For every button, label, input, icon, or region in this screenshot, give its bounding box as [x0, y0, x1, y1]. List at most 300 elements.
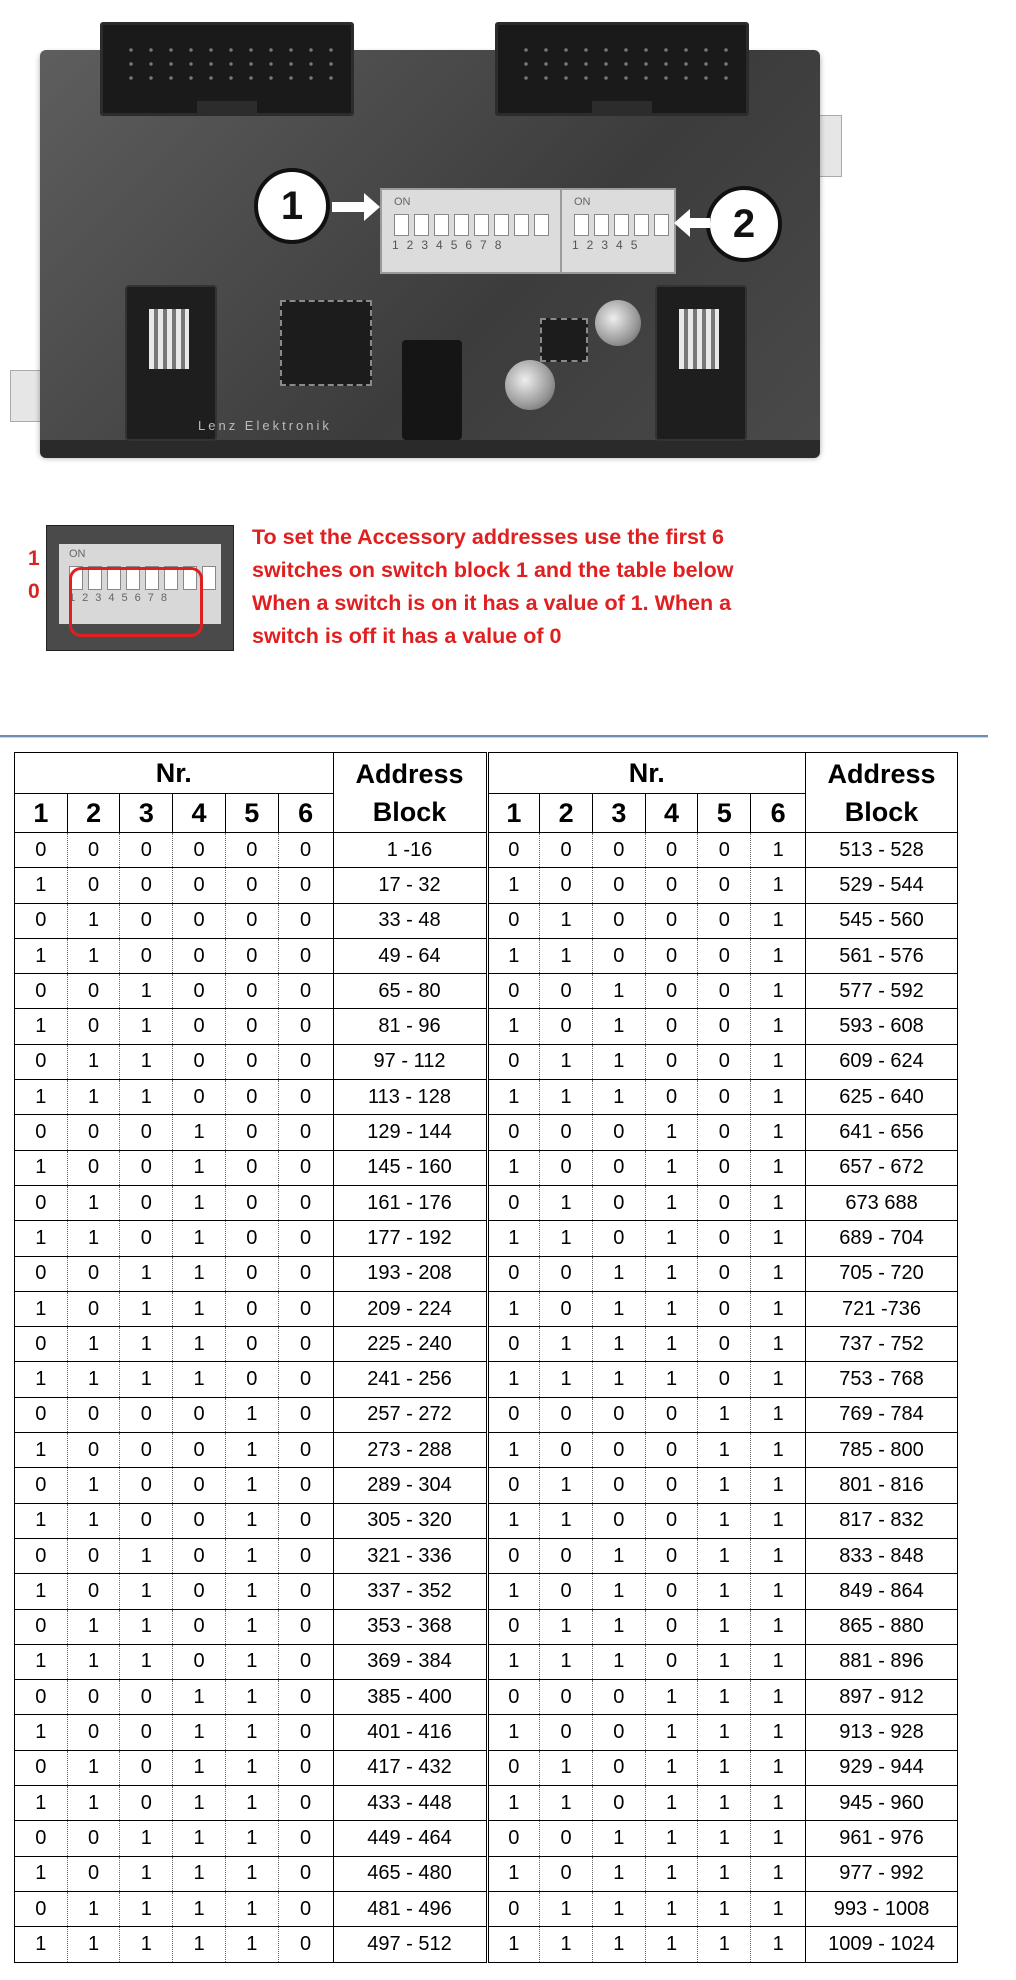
- table-row: [15, 1433, 958, 1468]
- switch-value: 1: [751, 1221, 806, 1256]
- address-block: 65 - 80: [333, 974, 487, 1009]
- instruction-line: switches on switch block 1 and the table below: [252, 558, 734, 582]
- switch-value: 1: [540, 938, 593, 973]
- switch-value: 0: [225, 974, 278, 1009]
- switch-value: 0: [120, 868, 173, 903]
- switch-value: 1: [751, 1327, 806, 1362]
- dip2-numbers: 12345: [572, 238, 646, 252]
- switch-value: 1: [67, 1044, 120, 1079]
- switch-value: 1: [67, 1891, 120, 1926]
- address-block: 433 - 448: [333, 1786, 487, 1821]
- switch-value: 1: [120, 1362, 173, 1397]
- switch-value: 0: [487, 1821, 540, 1856]
- address-header-right: [806, 753, 958, 833]
- switch-value: 1: [487, 1150, 540, 1185]
- switch-value: 0: [225, 1291, 278, 1326]
- switch-value: 1: [173, 1150, 226, 1185]
- switch-value: 1: [645, 1821, 698, 1856]
- switch-value: 0: [15, 1115, 68, 1150]
- address-block: 33 - 48: [333, 903, 487, 938]
- switch-value: 0: [278, 903, 333, 938]
- callout-2: 2: [706, 186, 782, 262]
- inset-label-off: 0: [28, 580, 40, 603]
- switch-value: 1: [225, 1433, 278, 1468]
- switch-value: 1: [592, 1362, 645, 1397]
- table-row: [15, 1185, 958, 1220]
- switch-value: 1: [487, 1009, 540, 1044]
- switch-value: 1: [592, 1327, 645, 1362]
- switch-value: 1: [751, 1009, 806, 1044]
- switch-value: 0: [698, 974, 751, 1009]
- switch-value: 1: [592, 1009, 645, 1044]
- switch-value: 1: [120, 1080, 173, 1115]
- switch-value: 0: [67, 1256, 120, 1291]
- switch-value: 1: [698, 1538, 751, 1573]
- switch-value: 1: [67, 1080, 120, 1115]
- switch-value: 1: [120, 1821, 173, 1856]
- switch-value: 1: [173, 1327, 226, 1362]
- address-block: 737 - 752: [806, 1327, 958, 1362]
- switch-value: 0: [15, 1044, 68, 1079]
- switch-value: 1: [751, 1680, 806, 1715]
- address-block: 273 - 288: [333, 1433, 487, 1468]
- switch-header: 5: [698, 794, 751, 833]
- address-block: 865 - 880: [806, 1609, 958, 1644]
- table-row: [15, 1291, 958, 1326]
- inset-on-label: ON: [69, 548, 86, 560]
- switch-value: 0: [225, 1185, 278, 1220]
- nr-header-left: Nr.: [15, 753, 334, 794]
- switch-value: 1: [173, 1185, 226, 1220]
- switch-value: 1: [751, 1715, 806, 1750]
- switch-value: 0: [278, 868, 333, 903]
- instruction-line: switch is off it has a value of 0: [252, 624, 562, 648]
- switch-value: 1: [592, 1574, 645, 1609]
- switch-value: 0: [278, 1786, 333, 1821]
- switch-value: 0: [173, 1609, 226, 1644]
- switch-value: 0: [645, 974, 698, 1009]
- switch-value: 1: [698, 1786, 751, 1821]
- switch-value: 1: [540, 1327, 593, 1362]
- address-header-line2: Block: [372, 796, 447, 827]
- switch-value: 0: [67, 1680, 120, 1715]
- table-row: [15, 974, 958, 1009]
- address-block: 785 - 800: [806, 1433, 958, 1468]
- switch-value: 1: [173, 1750, 226, 1785]
- switch-value: 1: [487, 1080, 540, 1115]
- switch-value: 0: [225, 1009, 278, 1044]
- switch-value: 0: [487, 1538, 540, 1573]
- address-header-left: [333, 753, 487, 833]
- switch-value: 0: [120, 1115, 173, 1150]
- table-row: [15, 1680, 958, 1715]
- switch-header: 2: [67, 794, 120, 833]
- switch-value: 0: [67, 1821, 120, 1856]
- switch-value: 0: [540, 974, 593, 1009]
- address-block: 385 - 400: [333, 1680, 487, 1715]
- switch-value: 0: [15, 903, 68, 938]
- switch-value: 0: [540, 1680, 593, 1715]
- switch-value: 1: [120, 1291, 173, 1326]
- switch-value: 0: [540, 1538, 593, 1573]
- switch-value: 1: [15, 868, 68, 903]
- switch-value: 0: [278, 1044, 333, 1079]
- switch-value: 0: [15, 1397, 68, 1432]
- switch-value: 0: [67, 1115, 120, 1150]
- table-row: [15, 833, 958, 868]
- address-block: 369 - 384: [333, 1644, 487, 1679]
- switch-value: 1: [540, 1221, 593, 1256]
- switch-value: 1: [645, 1115, 698, 1150]
- microcontroller-chip: [280, 300, 372, 386]
- switch-value: 0: [592, 1503, 645, 1538]
- table-row: [15, 1362, 958, 1397]
- switch-value: 0: [645, 1397, 698, 1432]
- address-block: 881 - 896: [806, 1644, 958, 1679]
- switch-value: 1: [751, 1150, 806, 1185]
- address-block: 401 - 416: [333, 1715, 487, 1750]
- table-row: [15, 1750, 958, 1785]
- switch-value: 0: [487, 974, 540, 1009]
- switch-value: 1: [67, 903, 120, 938]
- switch-value: 0: [15, 1821, 68, 1856]
- switch-value: 0: [540, 1291, 593, 1326]
- switch-value: 1: [120, 1327, 173, 1362]
- switch-value: 0: [278, 1891, 333, 1926]
- switch-value: 0: [698, 903, 751, 938]
- address-block: 417 - 432: [333, 1750, 487, 1785]
- switch-value: 1: [645, 1185, 698, 1220]
- switch-value: 0: [278, 1503, 333, 1538]
- switch-value: 0: [173, 1538, 226, 1573]
- switch-value: 1: [120, 1609, 173, 1644]
- address-block: 49 - 64: [333, 938, 487, 973]
- switch-value: 0: [645, 903, 698, 938]
- switch-value: 0: [67, 1574, 120, 1609]
- switch-value: 1: [487, 1433, 540, 1468]
- switch-value: 0: [67, 1715, 120, 1750]
- switch-value: 0: [540, 1821, 593, 1856]
- switch-value: 0: [173, 1044, 226, 1079]
- switch-value: 0: [698, 868, 751, 903]
- switch-value: 0: [15, 1891, 68, 1926]
- address-block: 753 - 768: [806, 1362, 958, 1397]
- switch-header: 4: [173, 794, 226, 833]
- switch-value: 0: [698, 1009, 751, 1044]
- switch-value: 0: [120, 833, 173, 868]
- switch-value: 1: [645, 1927, 698, 1962]
- switch-value: 0: [278, 1433, 333, 1468]
- switch-value: 1: [645, 1891, 698, 1926]
- switch-value: 0: [225, 1221, 278, 1256]
- switch-value: 0: [592, 903, 645, 938]
- switch-value: 0: [278, 1256, 333, 1291]
- switch-value: 0: [120, 1715, 173, 1750]
- switch-value: 0: [173, 938, 226, 973]
- switch-value: 1: [225, 1468, 278, 1503]
- pcb-photo: [10, 0, 810, 470]
- switch-value: 0: [645, 833, 698, 868]
- address-block: 801 - 816: [806, 1468, 958, 1503]
- switch-value: 0: [540, 1009, 593, 1044]
- switch-value: 0: [592, 1786, 645, 1821]
- switch-value: 1: [592, 1080, 645, 1115]
- switch-value: 1: [540, 1185, 593, 1220]
- dip-switch-inset: [46, 525, 234, 651]
- ribbon-connector-left: [100, 22, 354, 116]
- capacitor-2: [595, 300, 641, 346]
- switch-value: 1: [592, 1044, 645, 1079]
- switch-value: 0: [645, 1644, 698, 1679]
- switch-value: 0: [278, 1574, 333, 1609]
- switch-value: 0: [225, 1080, 278, 1115]
- switch-value: 0: [225, 1362, 278, 1397]
- switch-value: 0: [120, 1503, 173, 1538]
- switch-value: 1: [645, 1786, 698, 1821]
- address-block: 593 - 608: [806, 1009, 958, 1044]
- switch-value: 0: [592, 868, 645, 903]
- switch-header: 5: [225, 794, 278, 833]
- switch-value: 0: [278, 1538, 333, 1573]
- switch-value: 0: [120, 1185, 173, 1220]
- switch-value: 0: [487, 1891, 540, 1926]
- switch-value: 0: [225, 938, 278, 973]
- switch-value: 1: [225, 1397, 278, 1432]
- board-edge: [40, 440, 820, 458]
- switch-value: 0: [225, 1256, 278, 1291]
- address-block: 721 -736: [806, 1291, 958, 1326]
- switch-value: 1: [67, 1503, 120, 1538]
- address-block: 689 - 704: [806, 1221, 958, 1256]
- switch-value: 1: [15, 1080, 68, 1115]
- table-row: [15, 1644, 958, 1679]
- switch-value: 0: [645, 868, 698, 903]
- arrow-left-icon: [688, 218, 710, 228]
- switch-value: 0: [540, 833, 593, 868]
- address-block: 625 - 640: [806, 1080, 958, 1115]
- table-row: [15, 1927, 958, 1962]
- switch-value: 0: [278, 1362, 333, 1397]
- switch-value: 1: [487, 1291, 540, 1326]
- switch-value: 0: [278, 974, 333, 1009]
- table-row: [15, 938, 958, 973]
- switch-value: 1: [173, 1856, 226, 1891]
- switch-value: 1: [751, 1644, 806, 1679]
- switch-value: 0: [592, 938, 645, 973]
- address-block: 465 - 480: [333, 1856, 487, 1891]
- switch-value: 0: [15, 833, 68, 868]
- switch-value: 0: [173, 833, 226, 868]
- address-block: 113 - 128: [333, 1080, 487, 1115]
- dip1-numbers: 12345678: [392, 238, 510, 252]
- switch-value: 1: [15, 1856, 68, 1891]
- switch-value: 1: [15, 1150, 68, 1185]
- switch-value: 1: [67, 1644, 120, 1679]
- switch-value: 1: [120, 1256, 173, 1291]
- switch-value: 1: [67, 1609, 120, 1644]
- switch-value: 1: [225, 1856, 278, 1891]
- address-block: 1009 - 1024: [806, 1927, 958, 1962]
- switch-value: 1: [15, 1715, 68, 1750]
- switch-value: 1: [592, 1644, 645, 1679]
- switch-value: 0: [278, 1291, 333, 1326]
- switch-value: 1: [540, 1080, 593, 1115]
- address-block: 657 - 672: [806, 1150, 958, 1185]
- switch-value: 1: [15, 1009, 68, 1044]
- instruction-line: To set the Accessory addresses use the first 6: [252, 525, 725, 549]
- switch-value: 0: [120, 1750, 173, 1785]
- switch-value: 0: [540, 1397, 593, 1432]
- switch-header: 4: [645, 794, 698, 833]
- instruction-line: When a switch is on it has a value of 1. When a: [252, 591, 732, 615]
- address-block: 321 - 336: [333, 1538, 487, 1573]
- switch-value: 0: [278, 1856, 333, 1891]
- switch-value: 0: [540, 1433, 593, 1468]
- switch-value: 1: [540, 1644, 593, 1679]
- table-row: [15, 868, 958, 903]
- switch-value: 1: [15, 1291, 68, 1326]
- switch-value: 0: [278, 1680, 333, 1715]
- switch-value: 0: [15, 1538, 68, 1573]
- switch-value: 1: [698, 1468, 751, 1503]
- switch-value: 1: [120, 1574, 173, 1609]
- switch-value: 0: [487, 1185, 540, 1220]
- inset-numbers: 12345678: [69, 592, 174, 604]
- switch-value: 0: [15, 1256, 68, 1291]
- switch-value: 0: [278, 938, 333, 973]
- switch-value: 1: [751, 903, 806, 938]
- address-block: 289 - 304: [333, 1468, 487, 1503]
- switch-header: 6: [751, 794, 806, 833]
- inset-label-on: 1: [28, 547, 40, 570]
- switch-value: 1: [698, 1750, 751, 1785]
- table-row: [15, 1468, 958, 1503]
- switch-value: 0: [278, 1468, 333, 1503]
- switch-value: 1: [592, 1256, 645, 1291]
- switch-value: 0: [225, 1044, 278, 1079]
- switch-value: 0: [67, 833, 120, 868]
- switch-value: 1: [751, 833, 806, 868]
- switch-value: 1: [173, 1715, 226, 1750]
- address-header-line1: Address: [355, 758, 464, 789]
- switch-value: 1: [225, 1680, 278, 1715]
- switch-value: 1: [67, 938, 120, 973]
- switch-value: 1: [225, 1503, 278, 1538]
- switch-value: 0: [225, 903, 278, 938]
- switch-value: 1: [120, 1891, 173, 1926]
- switch-value: 1: [540, 1609, 593, 1644]
- address-block: 353 - 368: [333, 1609, 487, 1644]
- switch-value: 0: [120, 1433, 173, 1468]
- switch-value: 1: [487, 1574, 540, 1609]
- switch-value: 1: [540, 1468, 593, 1503]
- switch-value: 0: [592, 1433, 645, 1468]
- address-block: 305 - 320: [333, 1503, 487, 1538]
- switch-value: 1: [751, 1291, 806, 1326]
- table-row: [15, 1256, 958, 1291]
- address-block: 225 - 240: [333, 1327, 487, 1362]
- switch-value: 1: [15, 938, 68, 973]
- switch-value: 0: [487, 1044, 540, 1079]
- table-row: [15, 1150, 958, 1185]
- switch-value: 0: [173, 1397, 226, 1432]
- address-block: 993 - 1008: [806, 1891, 958, 1926]
- switch-value: 1: [751, 1750, 806, 1785]
- table-row: [15, 1891, 958, 1926]
- switch-value: 0: [278, 1397, 333, 1432]
- switch-value: 1: [15, 1221, 68, 1256]
- switch-value: 0: [278, 1609, 333, 1644]
- switch-value: 1: [173, 1362, 226, 1397]
- address-block: 561 - 576: [806, 938, 958, 973]
- switch-value: 0: [592, 1715, 645, 1750]
- switch-value: 0: [487, 1609, 540, 1644]
- switch-value: 0: [592, 1115, 645, 1150]
- switch-value: 1: [592, 974, 645, 1009]
- switch-value: 1: [487, 1503, 540, 1538]
- switch-value: 0: [592, 1397, 645, 1432]
- address-block: 641 - 656: [806, 1115, 958, 1150]
- switch-value: 0: [698, 1221, 751, 1256]
- switch-value: 0: [67, 868, 120, 903]
- address-block: 961 - 976: [806, 1821, 958, 1856]
- address-block: 209 - 224: [333, 1291, 487, 1326]
- address-block: 913 - 928: [806, 1715, 958, 1750]
- switch-value: 1: [751, 1433, 806, 1468]
- address-block: 977 - 992: [806, 1856, 958, 1891]
- switch-value: 0: [698, 1327, 751, 1362]
- switch-value: 1: [487, 1362, 540, 1397]
- switch-value: 0: [698, 938, 751, 973]
- switch-value: 1: [751, 868, 806, 903]
- arrow-right-icon: [332, 202, 366, 212]
- switch-value: 1: [645, 1291, 698, 1326]
- switch-value: 1: [751, 1503, 806, 1538]
- table-row: [15, 1821, 958, 1856]
- switch-value: 0: [278, 1115, 333, 1150]
- table-row: [15, 1538, 958, 1573]
- switch-value: 0: [120, 1150, 173, 1185]
- address-block: 481 - 496: [333, 1891, 487, 1926]
- switch-value: 0: [540, 1715, 593, 1750]
- switch-value: 1: [751, 1468, 806, 1503]
- switch-value: 1: [751, 1891, 806, 1926]
- switch-value: 0: [67, 1009, 120, 1044]
- switch-value: 1: [751, 1786, 806, 1821]
- dip-switch-block-2: [560, 188, 676, 274]
- switch-value: 0: [15, 1680, 68, 1715]
- switch-value: 0: [592, 1150, 645, 1185]
- switch-value: 0: [645, 1468, 698, 1503]
- switch-value: 1: [751, 1574, 806, 1609]
- switch-value: 0: [698, 1362, 751, 1397]
- address-block: 673 688: [806, 1185, 958, 1220]
- switch-value: 1: [751, 1397, 806, 1432]
- table-row: [15, 1574, 958, 1609]
- switch-value: 0: [698, 1185, 751, 1220]
- dip1-on-label: ON: [394, 196, 411, 208]
- address-block: 945 - 960: [806, 1786, 958, 1821]
- switch-value: 0: [173, 1574, 226, 1609]
- switch-value: 0: [225, 833, 278, 868]
- switch-value: 1: [592, 1856, 645, 1891]
- switch-value: 0: [645, 1433, 698, 1468]
- table-row: [15, 1609, 958, 1644]
- switch-value: 1: [540, 1786, 593, 1821]
- switch-value: 0: [173, 1468, 226, 1503]
- regulator-chip: [540, 318, 588, 362]
- switch-value: 1: [120, 1538, 173, 1573]
